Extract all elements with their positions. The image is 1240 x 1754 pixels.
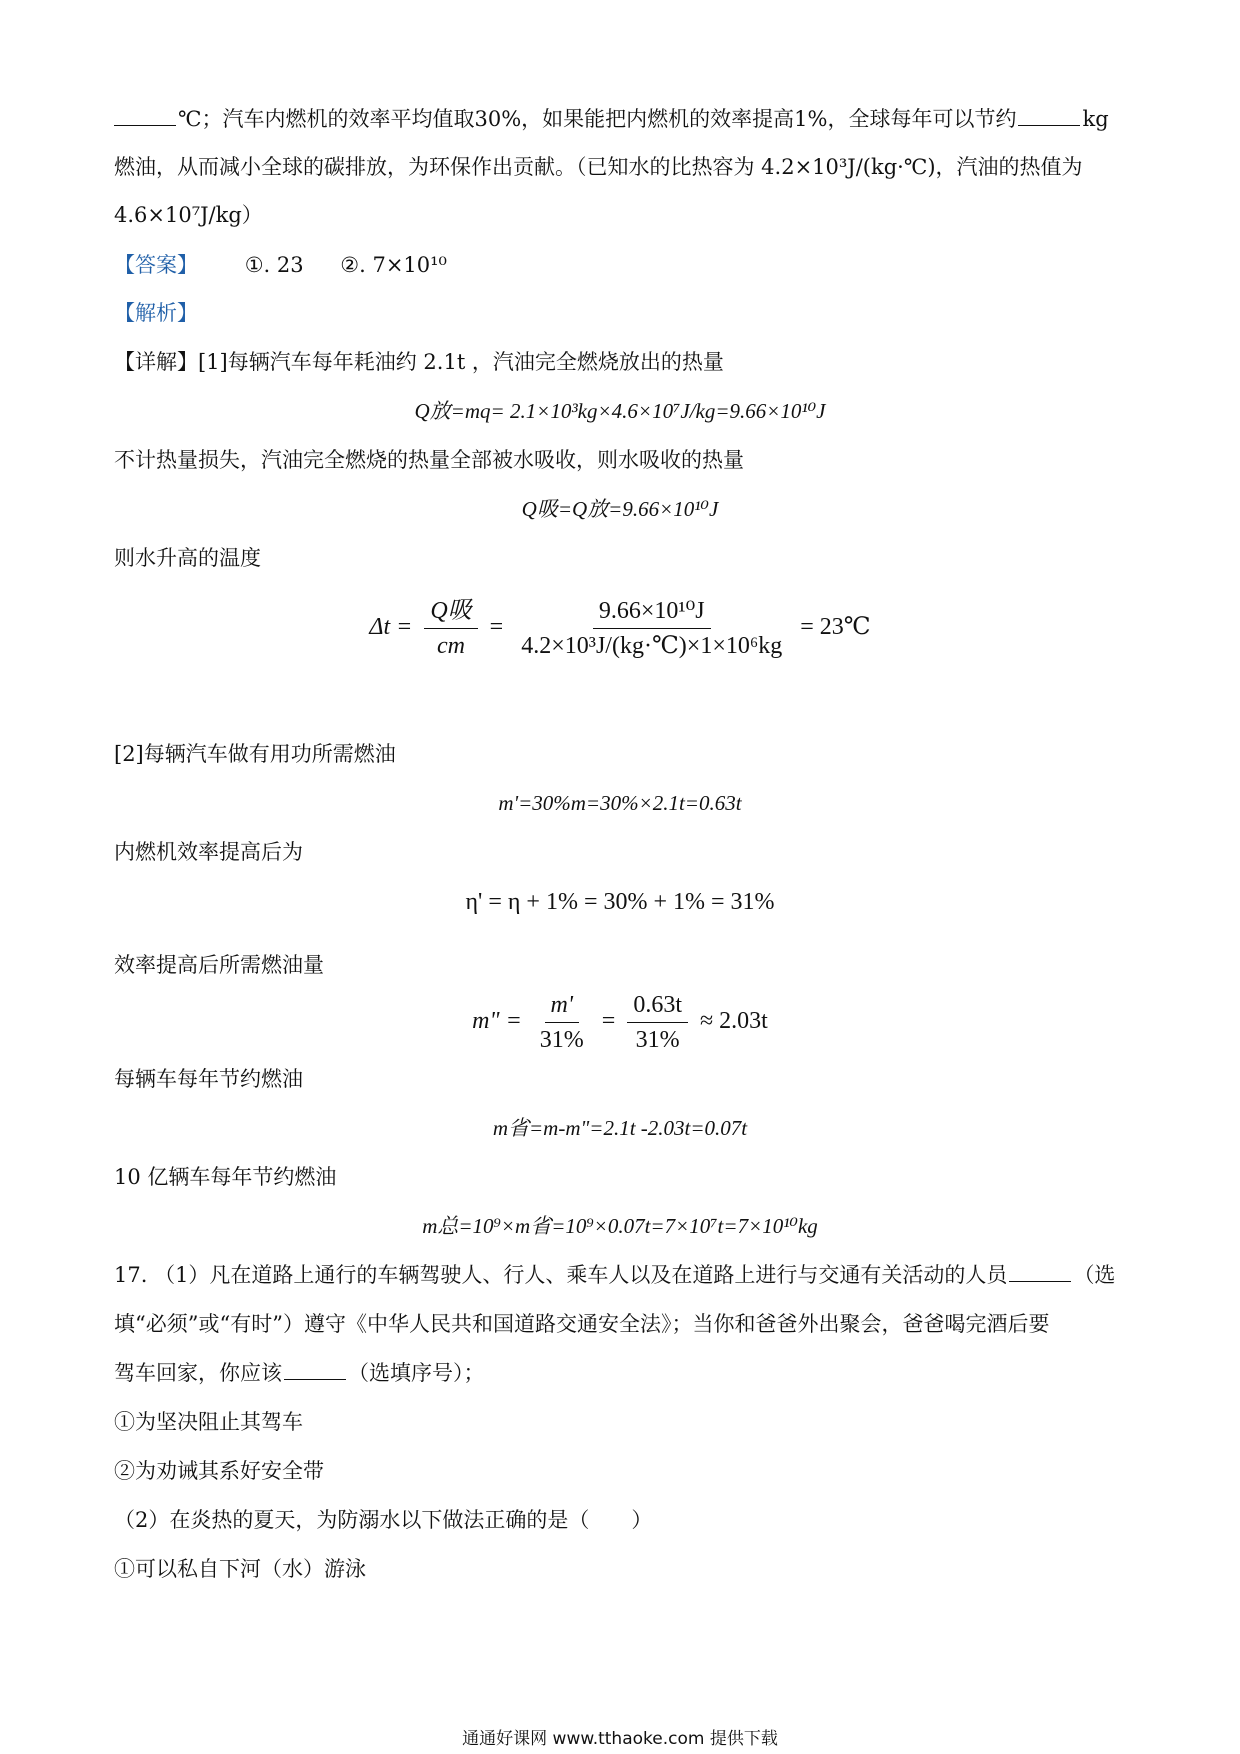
answer-line — [114, 250, 447, 280]
equation-heat-absorbed: Q吸=Q放=9.66×10¹⁰J — [521, 497, 719, 521]
equation-heat-released: Q放=mq= 2.1×10³kg×4.6×10⁷J/kg=9.66×10¹⁰J — [414, 399, 826, 423]
equation-delta-t — [0, 596, 1240, 661]
text-line-3: 4.6×10⁷J/kg） — [114, 203, 263, 227]
denominator: 31% — [635, 1027, 680, 1053]
answer-blank — [1018, 107, 1080, 126]
equation-saved-per-car: m省=m-m"=2.1t -2.03t=0.07t — [492, 1116, 748, 1140]
detail-text: [1]每辆汽车每年耗油约 2.1t ，汽油完全燃烧放出的热量 — [198, 350, 724, 374]
answer-2: ②. 7×10¹⁰ — [340, 253, 447, 277]
question-text: （选填序号）； — [348, 1361, 485, 1385]
fraction-values — [515, 596, 788, 661]
fraction-q-over-cm — [424, 596, 477, 661]
text-after-improve: 内燃机效率提高后为 — [114, 840, 303, 864]
question-text: （选 — [1073, 1263, 1116, 1287]
equals-sign: = — [601, 1008, 616, 1035]
numerator: Q吸 — [424, 596, 477, 629]
denominator: 31% — [539, 1027, 584, 1053]
text-line-1 — [114, 104, 1109, 134]
numerator: m' — [545, 990, 579, 1023]
fraction-m-over-eta — [534, 990, 590, 1055]
unit-text: kg — [1082, 107, 1109, 131]
answer-blank — [114, 107, 176, 126]
fraction-values — [627, 990, 688, 1055]
detail-tag: 【详解】 — [114, 350, 198, 374]
eq-lhs: Δt = — [369, 614, 413, 641]
text-saved-per-car: 每辆车每年节约燃油 — [114, 1067, 303, 1091]
answer-blank — [284, 1361, 346, 1380]
question-17-line-2: 填“必须”或“有时”）遵守《中华人民共和国道路交通安全法》；当你和爸爸外出聚会，爸爸喝完酒后要 — [114, 1312, 1050, 1336]
text-fuel-needed: 效率提高后所需燃油量 — [114, 953, 324, 977]
denominator: cm — [437, 633, 465, 659]
equation-new-fuel — [0, 990, 1240, 1055]
question-text: 驾车回家，你应该 — [114, 1361, 282, 1385]
question-17-line-1 — [114, 1260, 1115, 1290]
line-text: ℃；汽车内燃机的效率平均值取30%，如果能把内燃机的效率提高1%，全球每年可以节约 — [178, 107, 1017, 131]
analysis-tag: 【解析】 — [114, 301, 198, 325]
equation-useful-fuel: m'=30%m=30%×2.1t=0.63t — [498, 791, 742, 815]
question-text: 17. （1）凡在道路上通行的车辆驾驶人、行人、乘车人以及在道路上进行与交通有关活动的人员 — [114, 1263, 1008, 1287]
option-2: ②为劝诫其系好安全带 — [114, 1459, 324, 1483]
text-temp-rise: 则水升高的温度 — [114, 546, 261, 570]
text-part2: [2]每辆汽车做有用功所需燃油 — [114, 742, 396, 766]
question-17-line-3 — [114, 1358, 485, 1388]
numerator: 0.63t — [627, 990, 688, 1023]
eq-result: = 23℃ — [800, 614, 871, 641]
equation-total-saved: m总=10⁹×m省=10⁹×0.07t=7×10⁷t=7×10¹⁰kg — [422, 1214, 818, 1238]
equals-sign: = — [489, 614, 504, 641]
numerator: 9.66×10¹⁰J — [593, 596, 711, 629]
equation-efficiency: η' = η + 1% = 30% + 1% = 31% — [465, 889, 775, 915]
text-line-2: 燃油，从而减小全球的碳排放，为环保作出贡献。（已知水的比热容为 4.2×10³J/(kg·℃)，汽油的热值为 — [114, 155, 1083, 179]
option-1: ①为坚决阻止其驾车 — [114, 1410, 303, 1434]
detail-line — [114, 347, 724, 377]
answer-blank — [1009, 1263, 1071, 1282]
text-billion-cars: 10 亿辆车每年节约燃油 — [114, 1165, 337, 1189]
answer-1: ①. 23 — [244, 253, 304, 277]
text-no-loss: 不计热量损失，汽油完全燃烧的热量全部被水吸收，则水吸收的热量 — [114, 448, 744, 472]
page-footer: 通通好课网 www.tthaoke.com 提供下载 — [462, 1729, 778, 1749]
eq-result: ≈ 2.03t — [699, 1008, 768, 1035]
denominator: 4.2×10³J/(kg·℃)×1×10⁶kg — [521, 633, 783, 659]
part-2-option-1: ①可以私自下河（水）游泳 — [114, 1557, 366, 1581]
answer-tag: 【答案】 — [114, 253, 198, 277]
eq-lhs: m" = — [472, 1008, 522, 1035]
question-17-part-2: （2）在炎热的夏天，为防溺水以下做法正确的是（ ） — [114, 1508, 653, 1532]
